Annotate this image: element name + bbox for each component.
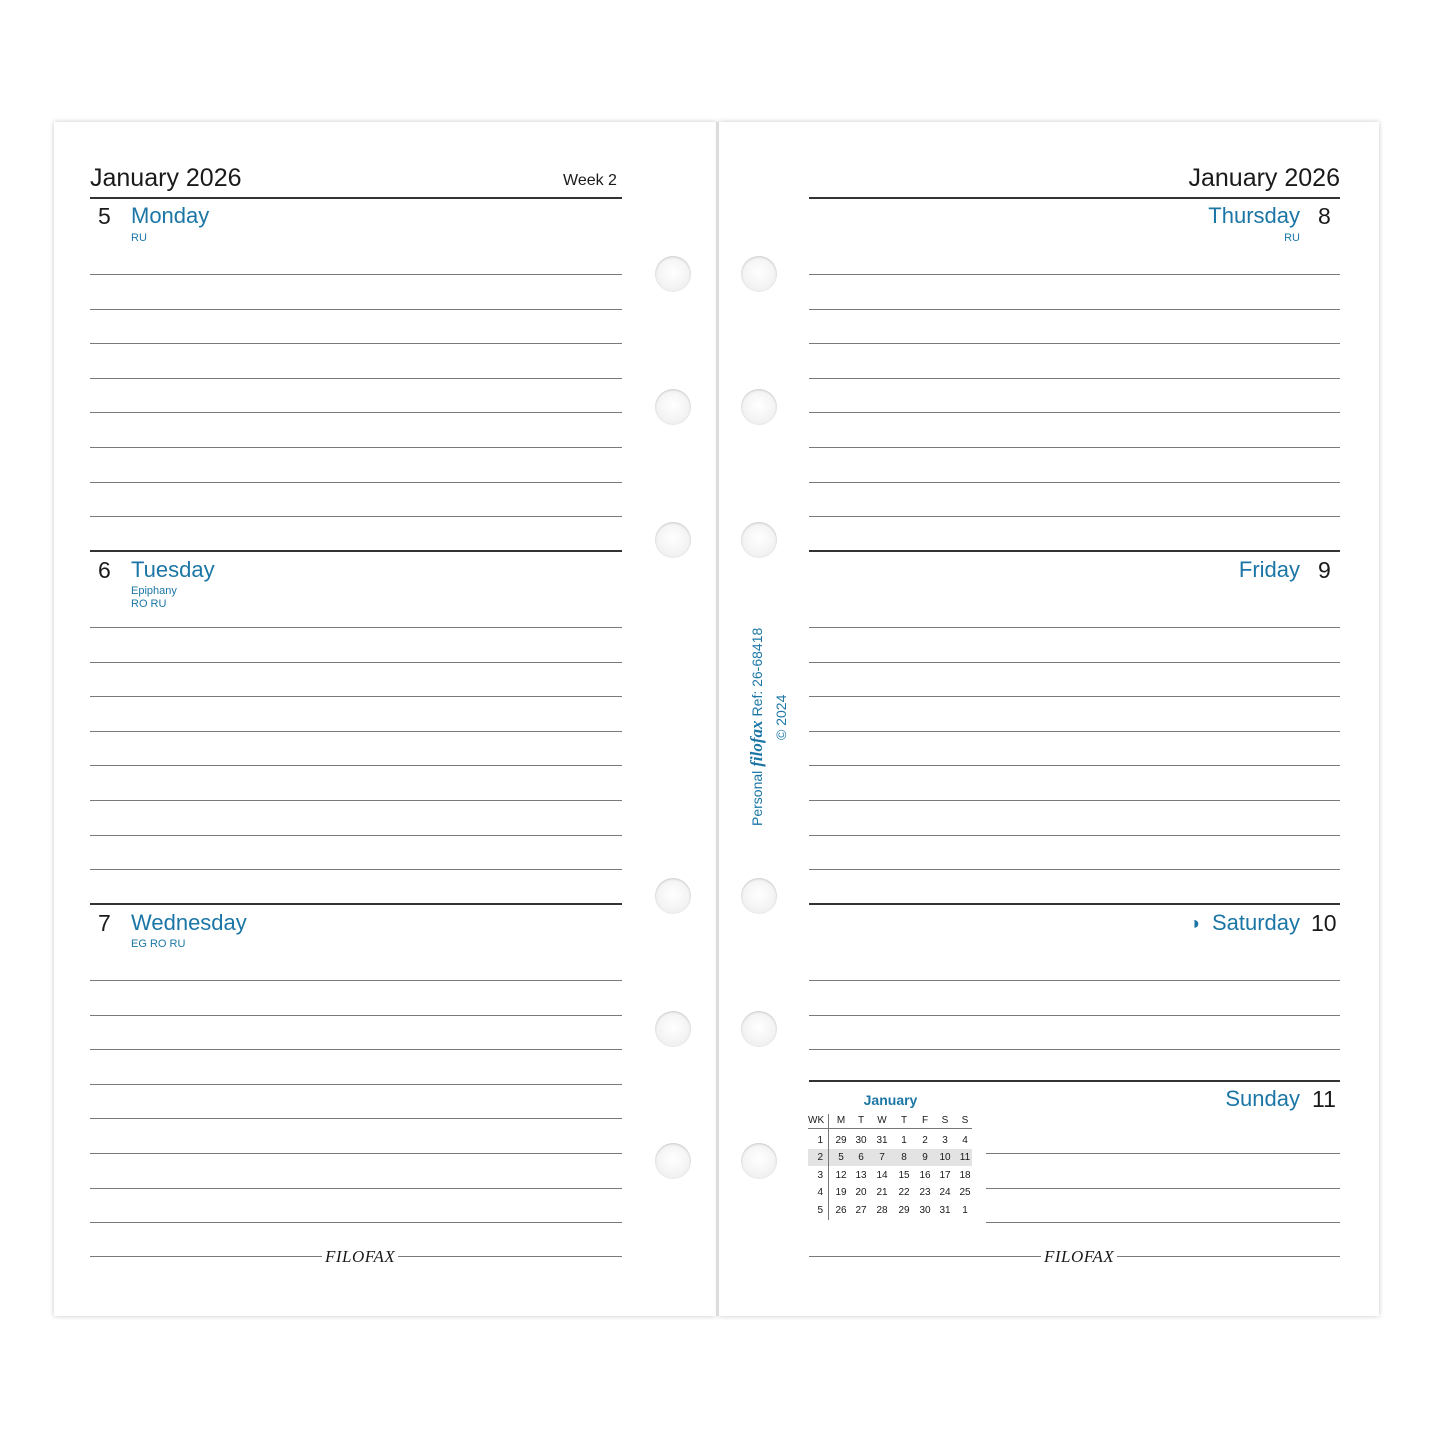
day-name-sunday: Sunday (1225, 1086, 1300, 1111)
right-writing-line (809, 980, 1340, 981)
mini-calendar-day: 25 (959, 1187, 971, 1199)
footer-filofax-logo-right: FILOFAX (1041, 1248, 1117, 1265)
binder-hole (655, 878, 691, 914)
day-number-tuesday: 6 (98, 557, 111, 583)
day-name-thursday: Thursday (1208, 203, 1300, 228)
left-writing-line (90, 1153, 622, 1154)
left-writing-line (90, 1084, 622, 1085)
page-spine (716, 122, 719, 1316)
mini-calendar-day: 10 (939, 1152, 951, 1164)
mini-calendar-header-rule (808, 1128, 972, 1129)
mini-calendar-day: 17 (939, 1169, 951, 1181)
binder-hole (741, 878, 777, 914)
binder-hole (741, 256, 777, 292)
mini-calendar-day: 24 (939, 1187, 951, 1199)
right-page-title: January 2026 (1188, 164, 1340, 192)
mini-calendar-header-cell: S (941, 1115, 949, 1126)
day-name-saturday: Saturday (1211, 910, 1300, 935)
footer-filofax-logo-left: FILOFAX (322, 1248, 398, 1265)
mini-calendar-month: January (863, 1092, 918, 1108)
mini-calendar-week-divider (828, 1114, 829, 1220)
mini-calendar-day: 21 (876, 1187, 888, 1199)
mini-calendar-day: 18 (959, 1169, 971, 1181)
left-writing-line (90, 343, 622, 344)
binder-hole (741, 1143, 777, 1179)
binder-hole (655, 1143, 691, 1179)
left-diary-page (54, 122, 716, 1316)
right-sunday-writing-line (986, 1188, 1340, 1189)
left-writing-line (90, 1015, 622, 1016)
mini-calendar-day: 29 (898, 1204, 910, 1216)
left-writing-line (90, 1188, 622, 1189)
day-name-friday: Friday (1238, 557, 1300, 582)
day-number-saturday: 10 (1311, 910, 1337, 936)
spine-product: Personal (749, 770, 765, 826)
mini-calendar-header-cell: S (961, 1115, 969, 1126)
left-writing-line (90, 662, 622, 663)
right-writing-line (809, 412, 1340, 413)
left-writing-line (90, 765, 622, 766)
left-writing-line (90, 696, 622, 697)
mini-calendar-header-cell: WK (808, 1115, 825, 1126)
mini-calendar-day: 4 (962, 1135, 968, 1146)
left-writing-line (90, 309, 622, 310)
mini-calendar-day: 11 (959, 1152, 971, 1164)
binder-hole (741, 522, 777, 558)
mini-calendar-header-cell: T (900, 1115, 908, 1126)
mini-calendar-week-row (808, 1149, 974, 1166)
mini-calendar-day: 29 (835, 1135, 847, 1146)
mini-calendar-day: 27 (855, 1204, 867, 1216)
right-day-separator (809, 903, 1340, 905)
mini-calendar-day: 7 (879, 1152, 885, 1164)
mini-calendar-header-cell: F (921, 1115, 929, 1126)
right-writing-line (809, 516, 1340, 517)
right-day-separator (809, 550, 1340, 552)
day-note-wednesday: EG RO RU (131, 938, 186, 950)
left-day-separator (90, 903, 622, 905)
mini-calendar-day: 2 (922, 1135, 928, 1146)
day-number-friday: 9 (1318, 557, 1331, 583)
left-writing-line (90, 869, 622, 870)
mini-calendar-header-cell: M (836, 1115, 846, 1126)
binder-hole (741, 1011, 777, 1047)
mini-calendar-day: 19 (835, 1187, 847, 1199)
left-day-separator (90, 550, 622, 552)
spine-product-text (748, 628, 765, 826)
mini-calendar-week-number: 4 (817, 1187, 823, 1199)
day-note-tuesday-holiday: Epiphany (131, 585, 177, 597)
left-writing-line (90, 1222, 622, 1223)
mini-calendar-day: 14 (876, 1169, 888, 1181)
left-writing-line (90, 1118, 622, 1119)
left-writing-line (90, 378, 622, 379)
mini-calendar-week-row (808, 1132, 974, 1149)
mini-calendar-day: 28 (876, 1204, 888, 1216)
day-note-tuesday-regions: RO RU (131, 598, 167, 610)
mini-calendar-day: 6 (858, 1152, 864, 1164)
mini-calendar-day: 31 (939, 1204, 951, 1216)
right-writing-line (809, 1049, 1340, 1050)
right-writing-line (809, 343, 1340, 344)
right-writing-line (809, 627, 1340, 628)
binder-hole (655, 389, 691, 425)
right-writing-line (809, 482, 1340, 483)
mini-calendar-day: 15 (898, 1169, 910, 1181)
left-writing-line (90, 731, 622, 732)
mini-calendar-day: 31 (876, 1135, 888, 1146)
spine-ref: Ref: 26-68418 (749, 627, 765, 717)
left-writing-line (90, 412, 622, 413)
mini-calendar-header-cell: T (857, 1115, 865, 1126)
left-page-title: January 2026 (90, 164, 242, 192)
mini-calendar-day: 9 (922, 1152, 928, 1164)
day-note-monday: RU (131, 232, 147, 244)
right-writing-line (809, 835, 1340, 836)
mini-calendar-week-number: 3 (817, 1169, 823, 1181)
day-number-sunday: 11 (1312, 1086, 1336, 1112)
right-writing-line (809, 800, 1340, 801)
right-writing-line (809, 731, 1340, 732)
right-sunday-writing-line (986, 1222, 1340, 1223)
left-writing-line (90, 274, 622, 275)
mini-calendar-day: 16 (919, 1169, 931, 1181)
left-header-rule (90, 197, 622, 199)
right-writing-line (809, 696, 1340, 697)
left-writing-line (90, 980, 622, 981)
left-writing-line (90, 835, 622, 836)
mini-calendar-week-row (808, 1167, 974, 1184)
day-number-monday: 5 (98, 203, 111, 229)
mini-calendar-day: 12 (835, 1169, 847, 1181)
right-sunday-writing-line (986, 1153, 1340, 1154)
binder-hole (655, 1011, 691, 1047)
mini-calendar-header-row (808, 1112, 974, 1129)
left-writing-line (90, 627, 622, 628)
day-name-monday: Monday (131, 203, 210, 228)
mini-calendar-day: 8 (901, 1152, 907, 1164)
mini-calendar-week-number: 5 (817, 1204, 823, 1216)
right-writing-line (809, 378, 1340, 379)
spine-filofax-logo: filofax (747, 720, 766, 767)
mini-calendar-day: 1 (962, 1204, 968, 1216)
right-writing-line (809, 765, 1340, 766)
right-writing-line (809, 447, 1340, 448)
week-number-label: Week 2 (563, 172, 617, 189)
right-writing-line (809, 662, 1340, 663)
left-writing-line (90, 516, 622, 517)
day-note-thursday: RU (1284, 232, 1300, 244)
mini-calendar-week-number: 1 (817, 1135, 823, 1146)
mini-calendar-week-row (808, 1184, 974, 1201)
binder-hole (655, 256, 691, 292)
spine-copyright: © 2024 (773, 694, 789, 740)
mini-calendar-header-cell: W (877, 1115, 887, 1126)
day-name-wednesday: Wednesday (131, 910, 247, 935)
right-header-rule (809, 197, 1340, 199)
left-writing-line (90, 482, 622, 483)
mini-calendar-day: 22 (898, 1187, 910, 1199)
right-writing-line (809, 1015, 1340, 1016)
day-name-tuesday: Tuesday (131, 557, 215, 582)
left-writing-line (90, 800, 622, 801)
binder-hole (741, 389, 777, 425)
left-writing-line (90, 1049, 622, 1050)
right-writing-line (809, 309, 1340, 310)
day-number-wednesday: 7 (98, 910, 111, 936)
right-writing-line (809, 869, 1340, 870)
right-writing-line (809, 274, 1340, 275)
mini-calendar-day: 5 (838, 1152, 844, 1164)
mini-calendar-day: 30 (919, 1204, 931, 1216)
mini-calendar-day: 26 (835, 1204, 847, 1216)
mini-calendar-week-number: 2 (817, 1152, 823, 1164)
moon-phase-icon: ◑ (1189, 913, 1200, 933)
mini-calendar-day: 3 (942, 1135, 948, 1146)
mini-calendar-day: 13 (855, 1169, 867, 1181)
mini-calendar-day: 23 (919, 1187, 931, 1199)
mini-calendar-day: 1 (901, 1135, 907, 1146)
mini-calendar-day: 20 (855, 1187, 867, 1199)
mini-calendar-week-row (808, 1202, 974, 1219)
left-writing-line (90, 447, 622, 448)
binder-hole (655, 522, 691, 558)
mini-calendar-day: 30 (855, 1135, 867, 1146)
right-day-separator (809, 1080, 1340, 1082)
day-number-thursday: 8 (1318, 203, 1331, 229)
